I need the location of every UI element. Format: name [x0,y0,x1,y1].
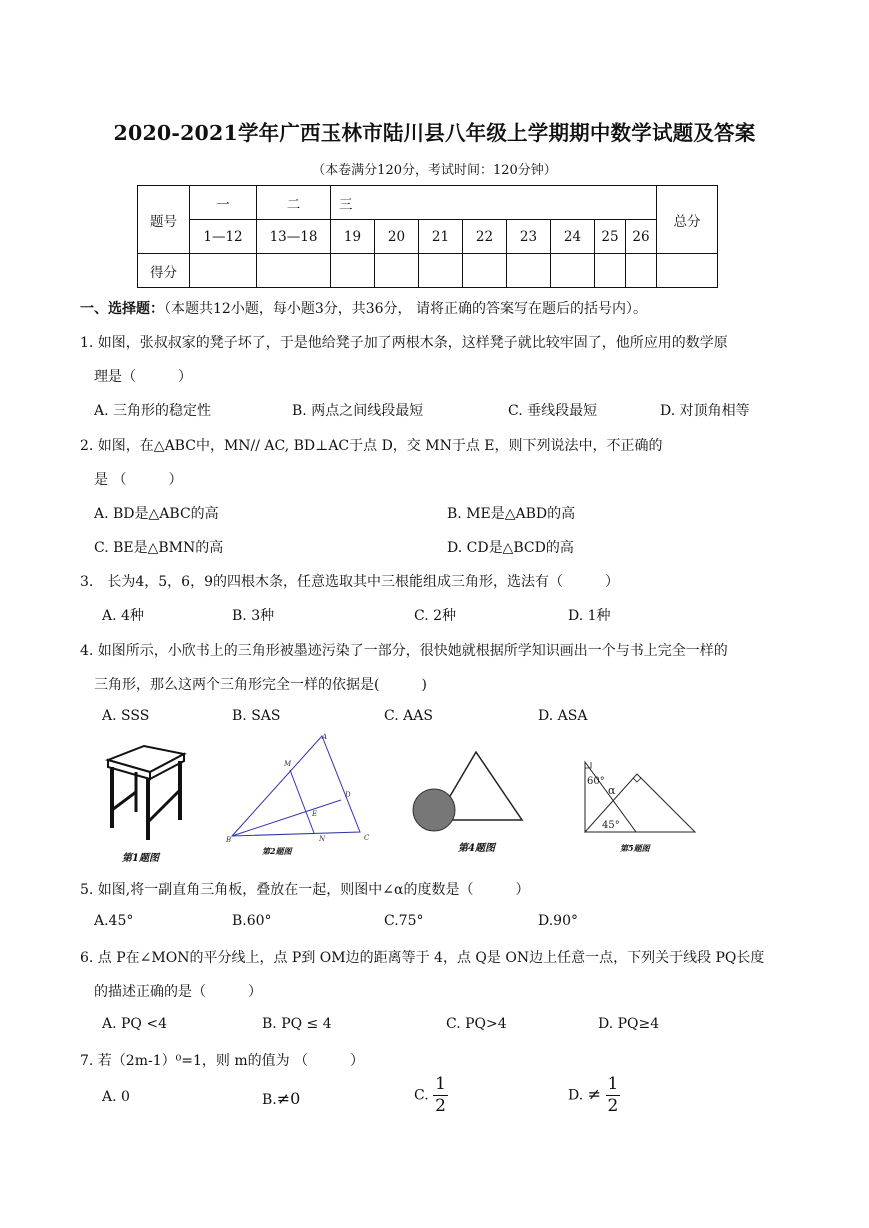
figure-2-label-m: M [284,760,292,768]
figure-2-label-d: D [345,791,351,799]
question-7-option-c-fraction [433,1076,448,1115]
question-5-option-d: D.90° [538,913,578,929]
question-7-option-d [568,1076,620,1115]
score-table-total-label: 总分 [657,186,718,254]
question-3-option-c: C. 2种 [414,608,457,624]
question-6-option-a: A. PQ <4 [102,1016,167,1032]
question-2-option-a: A. BD是△ABC的高 [94,506,219,522]
question-2-option-b: B. ME是△ABD的高 [447,506,576,522]
figure-1-stool [102,742,192,852]
fraction-numerator: 1 [435,1074,446,1094]
question-4-option-d: D. ASA [538,708,588,724]
section-1-heading: 一、选择题： [80,301,164,317]
question-2-option-d: D. CD是△BCD的高 [447,540,574,556]
score-cell [419,254,463,288]
score-table-range: 25 [595,220,626,254]
score-table-range: 22 [463,220,507,254]
question-6-option-c: C. PQ>4 [446,1016,507,1032]
score-table-range: 24 [551,220,595,254]
score-table-range: 19 [331,220,375,254]
score-table-range: 13—18 [257,220,331,254]
figure-1-caption: 第1题图 [122,853,159,864]
figure-5-caption: 第5题图 [620,843,650,853]
question-5-option-b: B.60° [232,913,272,929]
fraction-numerator: 1 [607,1074,619,1094]
figure-2-label-e: E [312,810,318,818]
score-cell [657,254,718,288]
figure-4-caption: 第4题图 [458,843,495,854]
question-7-option-b [262,1089,300,1108]
page-subtitle: （本卷满分120分，考试时间：120分钟） [312,163,557,178]
question-1-option-c: C. 垂线段最短 [508,403,598,419]
score-table-question-label: 题号 [138,186,190,254]
question-7-option-b-prefix: B. [262,1092,277,1108]
question-1-option-a: A. 三角形的稳定性 [94,403,212,419]
question-3-option-b: B. 3种 [232,608,275,624]
question-4-option-a: A. SSS [102,708,150,724]
question-7-option-d-fraction [606,1076,621,1115]
score-cell [190,254,257,288]
score-cell [551,254,595,288]
question-4-option-b: B. SAS [232,708,281,724]
question-4-text-cont: 三角形，那么这两个三角形完全一样的依据是( ) [94,677,427,693]
page-title: 2020-2021学年广西玉林市陆川县八年级上学期期中数学试题及答案 [113,121,756,145]
question-5-option-a: A.45° [94,913,134,929]
question-6-text-cont: 的描述正确的是（ ） [94,984,262,1000]
figure-2-label-n: N [319,835,326,843]
question-7-text: 7. 若（2m-1）⁰=1，则 m的值为 （ ） [80,1053,365,1069]
score-table-range: 26 [626,220,657,254]
score-table [137,185,718,288]
figure-5-label-60: 60° [587,776,605,787]
question-4-text: 4. 如图所示，小欣书上的三角形被墨迹污染了一部分，很快她就根据所学知识画出一个与书上完全一样的 [80,643,728,659]
question-2-option-c: C. BE是△BMN的高 [94,540,224,556]
score-cell [463,254,507,288]
score-table-range: 20 [375,220,419,254]
figure-2-label-a: A [322,733,328,741]
score-table-section-3: 三 [331,186,657,220]
question-7-option-d-prefix: D. [568,1087,584,1104]
question-2-text: 2. 如图，在△ABC中，MN// AC, BD⊥AC于点 D，交 MN于点 E，则下列说法中，不正确的 [80,438,663,454]
score-table-range: 21 [419,220,463,254]
score-table-section-1: 一 [190,186,257,220]
figure-2-label-c: C [364,834,370,842]
score-table-range: 1—12 [190,220,257,254]
score-cell [595,254,626,288]
question-3-option-d: D. 1种 [568,608,611,624]
figure-5-label-alpha: α [608,784,616,797]
figure-2-caption: 第2题图 [262,846,292,856]
fraction-denominator: 2 [607,1096,619,1116]
question-5-option-c: C.75° [384,913,424,929]
section-1-note: （本题共12小题，每小题3分，共36分， 请将正确的答案写在题后的括号内）。 [164,301,647,317]
question-6-text: 6. 点 P在∠MON的平分线上，点 P到 OM边的距离等于 4，点 Q是 ON边上任意一点，下列关于线段 PQ长度 [80,950,765,966]
figure-5-set-squares [578,758,703,838]
question-6-option-b: B. PQ ≤ 4 [262,1016,332,1032]
question-1-option-b: B. 两点之间线段最短 [292,403,424,419]
figure-4-ink-blot-triangle [408,748,528,838]
question-4-option-c: C. AAS [384,708,433,724]
score-table-section-2: 二 [257,186,331,220]
score-cell [626,254,657,288]
question-3-text: 3. 长为4，5，6，9的四根木条，任意选取其中三根能组成三角形，选法有（ ） [80,574,619,590]
score-table-range: 23 [507,220,551,254]
score-table-score-label: 得分 [138,254,190,288]
section-1-header [80,298,647,318]
fraction-denominator: 2 [435,1096,446,1116]
question-7-option-c-prefix: C. [414,1087,429,1104]
question-3-option-a: A. 4种 [102,608,144,624]
question-7-option-a: A. 0 [102,1089,130,1105]
figure-2-triangle [224,730,374,845]
question-5-text: 5. 如图,将一副直角三角板，叠放在一起，则图中∠α的度数是（ ） [80,882,530,898]
figure-5-label-45: 45° [602,820,620,831]
question-1-text: 1. 如图，张叔叔家的凳子坏了，于是他给凳子加了两根木条，这样凳子就比较牢固了，他所应用的数学原 [80,335,728,351]
question-6-option-d: D. PQ≥4 [598,1016,660,1032]
question-7-option-c [414,1076,448,1115]
question-7-option-d-symbol: ≠ [587,1084,602,1104]
score-cell [375,254,419,288]
score-cell [257,254,331,288]
question-1-text-cont: 理是（ ） [94,369,192,385]
score-cell [507,254,551,288]
question-7-option-b-value: ≠0 [276,1089,301,1108]
figure-2-label-b: B [226,836,232,844]
question-1-option-d: D. 对顶角相等 [660,403,750,419]
score-cell [331,254,375,288]
question-2-text-cont: 是 （ ） [94,472,183,488]
